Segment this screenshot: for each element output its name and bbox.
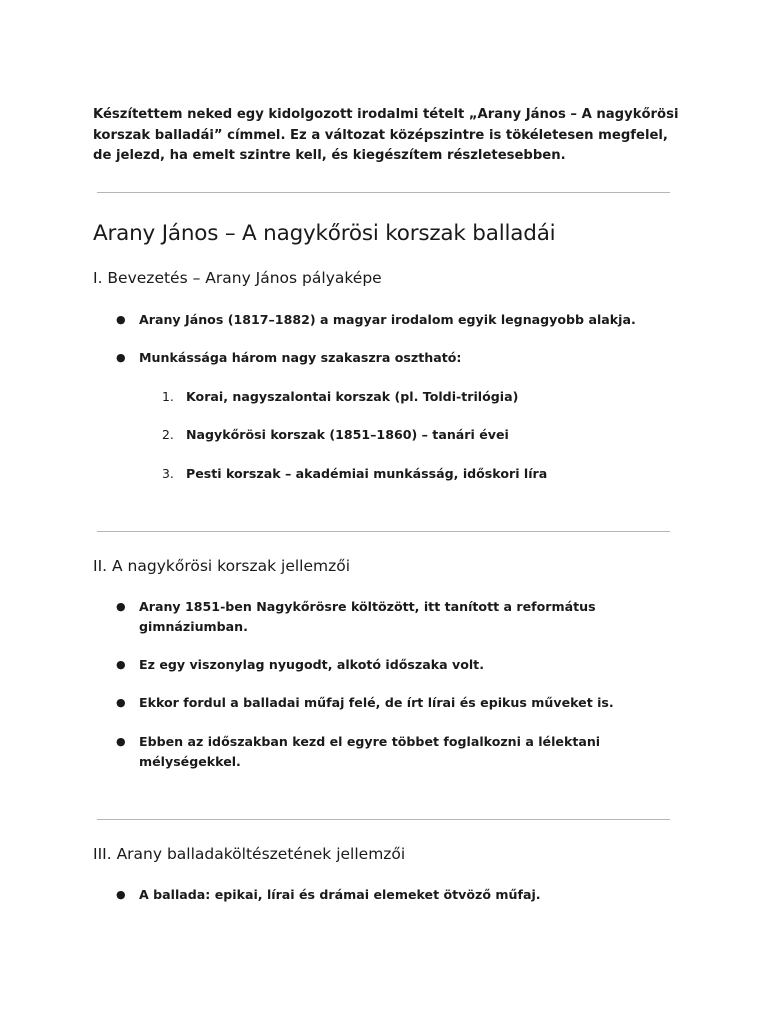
- list-item-text: A ballada: epikai, lírai és drámai elemeket ötvöző műfaj.: [139, 887, 541, 902]
- numbered-item-text: Nagykőrösi korszak (1851–1860) – tanári évei: [186, 427, 509, 442]
- list-item: [116, 348, 676, 368]
- bullet-icon: ●: [116, 351, 126, 364]
- numbered-item: [162, 425, 662, 445]
- numbered-item: [162, 464, 662, 484]
- item-number: 3.: [162, 466, 174, 481]
- bullet-icon: ●: [116, 735, 126, 748]
- numbered-item: [162, 387, 662, 407]
- bullet-icon: ●: [116, 658, 126, 671]
- list-item: [116, 655, 676, 675]
- list-item: [116, 732, 616, 771]
- item-number: 2.: [162, 427, 174, 442]
- list-item-text: Munkássága három nagy szakaszra osztható:: [139, 350, 462, 365]
- list-item-text: Ez egy viszonylag nyugodt, alkotó időszaka volt.: [139, 657, 484, 672]
- section-heading: III. Arany balladaköltészetének jellemzői: [93, 845, 406, 863]
- bullet-icon: ●: [116, 600, 126, 613]
- bullet-icon: ●: [116, 696, 126, 709]
- list-item: [116, 885, 676, 905]
- divider: [97, 531, 670, 532]
- bullet-icon: ●: [116, 888, 126, 901]
- document-title: Arany János – A nagykőrösi korszak balladái: [93, 221, 556, 246]
- list-item: [116, 693, 676, 713]
- list-item: [116, 597, 616, 636]
- divider: [97, 819, 670, 820]
- list-item: [116, 310, 676, 330]
- item-number: 1.: [162, 389, 174, 404]
- numbered-item-text: Korai, nagyszalontai korszak (pl. Toldi-trilógia): [186, 389, 519, 404]
- numbered-item-text: Pesti korszak – akadémiai munkásság, időskori líra: [186, 466, 548, 481]
- list-item-text: Ebben az időszakban kezd el egyre többet foglalkozni a lélektani mélységekkel.: [139, 734, 601, 769]
- section-heading: I. Bevezetés – Arany János pályaképe: [93, 269, 382, 287]
- list-item-text: Ekkor fordul a balladai műfaj felé, de írt lírai és epikus műveket is.: [139, 695, 614, 710]
- divider: [97, 192, 670, 193]
- list-item-text: Arany 1851-ben Nagykőrösre költözött, itt tanított a református gimnáziumban.: [139, 599, 596, 634]
- section-heading: II. A nagykőrösi korszak jellemzői: [93, 557, 351, 575]
- bullet-icon: ●: [116, 313, 126, 326]
- intro-paragraph: Készítettem neked egy kidolgozott irodalmi tételt „Arany János – A nagykőrösi korszak balladái” címmel. Ez a változat középszintre is tökéletesen megfelel, de jelezd, ha emelt szintre kell, és kiegészítem részletesebben.: [93, 107, 679, 163]
- list-item-text: Arany János (1817–1882) a magyar irodalom egyik legnagyobb alakja.: [139, 312, 636, 327]
